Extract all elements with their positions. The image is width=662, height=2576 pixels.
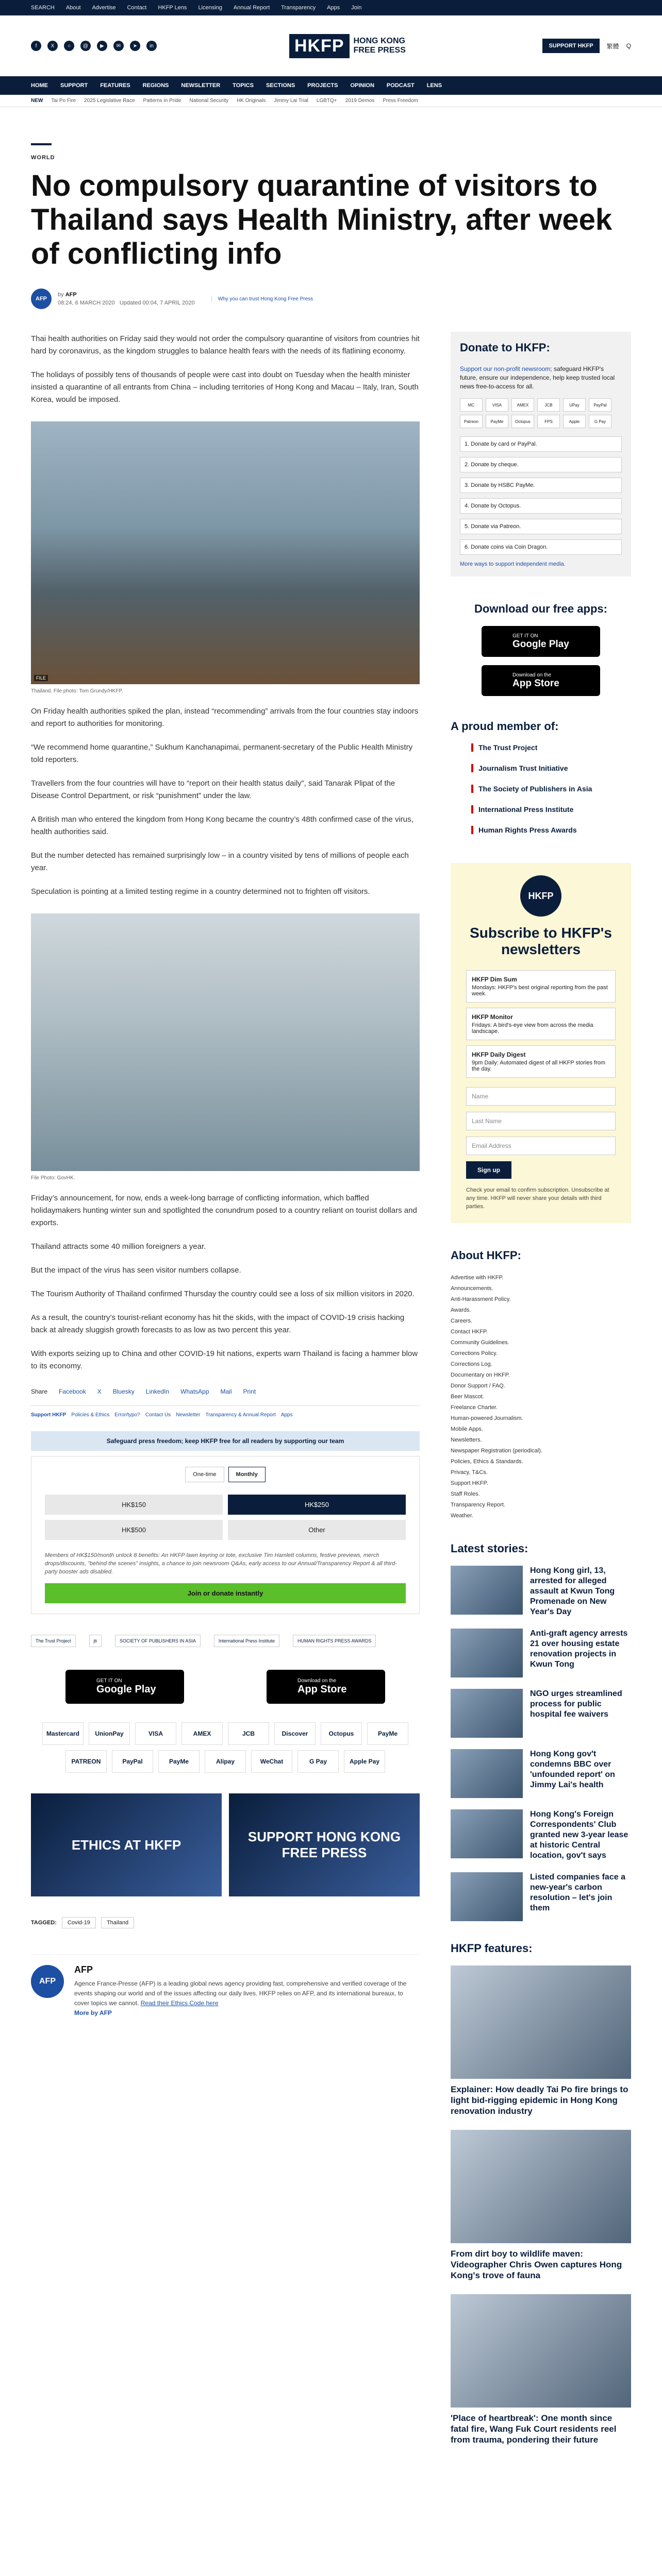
article-paragraph: Friday’s announcement, for now, ends a week-long barrage of conflicting information, which baffled holidaymakers hunting winter sun and spotlighted the conundrum posed to a country reliant on tourist dollars and exports. xyxy=(31,1194,417,1227)
donate-option[interactable]: 5. Donate via Patreon. xyxy=(460,519,622,534)
share-bluesky[interactable]: Bluesky xyxy=(112,1388,135,1395)
latest-story[interactable] xyxy=(451,1872,631,1921)
masthead xyxy=(0,15,662,76)
trending-link[interactable]: Tai Po Fire xyxy=(51,98,76,104)
card-logo: G Pay xyxy=(589,415,611,428)
trending-link[interactable]: 2019 Demos xyxy=(345,98,375,104)
amount-option-selected[interactable]: HK$250 xyxy=(228,1495,406,1515)
masthead-actions xyxy=(542,39,631,53)
feature-thumbnail xyxy=(451,2130,631,2243)
story-title[interactable]: Hong Kong's Foreign Correspondents' Club granted new 3-year lease at historic Central location, gov't says xyxy=(530,1810,628,1860)
payment-logo: UnionPay xyxy=(89,1722,130,1745)
about-title: About HKFP: xyxy=(451,1249,521,1262)
telegram-icon[interactable]: ➤ xyxy=(130,41,140,51)
about-link[interactable]: Advertise with HKFP. xyxy=(451,1275,504,1281)
payment-logo: VISA xyxy=(135,1722,176,1745)
app-store-badge[interactable] xyxy=(267,1670,385,1704)
about-link[interactable]: Documentary on HKFP. xyxy=(451,1372,510,1378)
footer-link[interactable]: Contact Us xyxy=(145,1412,171,1418)
about-link[interactable]: Staff Roles. xyxy=(451,1491,480,1497)
share-bar xyxy=(31,1388,420,1395)
amount-option[interactable]: HK$500 xyxy=(45,1520,223,1540)
card-logo: Octopus xyxy=(511,415,534,428)
email-field[interactable]: Email Address xyxy=(466,1137,616,1155)
share-print[interactable]: Print xyxy=(243,1388,256,1395)
about-link[interactable]: Careers. xyxy=(451,1318,473,1324)
amount-option[interactable]: HK$150 xyxy=(45,1495,223,1515)
article-paragraph: But the impact of the virus has seen visitor numbers collapse. xyxy=(31,1266,241,1275)
member-logo[interactable]: jti xyxy=(89,1635,102,1647)
topbar-advertise[interactable]: Advertise xyxy=(92,5,116,11)
features-title: HKFP features: xyxy=(451,1942,533,1955)
newsletter-title: Subscribe to HKFP's newsletters xyxy=(470,925,612,957)
article-title: No compulsory quarantine of visitors to Thailand says Health Ministry, after week of conflicting info xyxy=(31,169,613,270)
about-link[interactable]: Announcements. xyxy=(451,1285,493,1292)
card-logo: FPS xyxy=(537,415,560,428)
newsletter-option-name: HKFP Monitor xyxy=(472,1013,513,1021)
language-switch[interactable]: 繁體 xyxy=(606,42,619,50)
about-link[interactable]: Corrections Log. xyxy=(451,1361,492,1367)
badge-small-text: GET IT ON xyxy=(96,1678,122,1684)
newsletter-signup xyxy=(451,863,631,1223)
nav-regions[interactable]: REGIONS xyxy=(142,82,169,89)
newsletter-option[interactable] xyxy=(466,1045,616,1078)
author-bio xyxy=(74,1965,420,2018)
footer-link[interactable]: Policies & Ethics xyxy=(71,1412,110,1418)
proud-member-title: A proud member of: xyxy=(451,720,559,733)
about-link[interactable]: Policies, Ethics & Standards. xyxy=(451,1459,523,1465)
article-header xyxy=(0,107,662,321)
latest-story[interactable] xyxy=(451,1689,631,1738)
newsletter-option[interactable] xyxy=(466,1008,616,1040)
donate-intro xyxy=(460,365,622,391)
feature-thumbnail xyxy=(451,2294,631,2408)
topbar-apps[interactable]: Apps xyxy=(327,5,340,11)
donate-option[interactable]: 1. Donate by card or PayPal. xyxy=(460,436,622,452)
badge-small-text: Download on the xyxy=(297,1678,337,1684)
card-logo: UPay xyxy=(563,398,586,412)
donate-panel xyxy=(451,332,631,577)
ethics-code-link[interactable]: Read their Ethics Code here xyxy=(140,1999,219,2007)
support-hkfp-button[interactable]: SUPPORT HKFP xyxy=(542,39,599,53)
card-logo: JCB xyxy=(537,398,560,412)
story-thumbnail xyxy=(451,1872,523,1921)
about-link[interactable]: Support HKFP. xyxy=(451,1480,488,1486)
footer-link[interactable]: Support HKFP xyxy=(31,1412,67,1418)
apps-title: Download our free apps: xyxy=(474,602,607,615)
nav-sections[interactable]: SECTIONS xyxy=(266,82,295,89)
about-link[interactable]: Freelance Charter. xyxy=(451,1404,498,1411)
sign-up-button[interactable]: Sign up xyxy=(466,1161,511,1179)
story-thumbnail xyxy=(451,1809,523,1858)
badge-small-text: Download on the xyxy=(512,672,552,678)
first-name-field[interactable]: Name xyxy=(466,1087,616,1106)
member-logo[interactable]: International Press Institute xyxy=(214,1635,279,1647)
photo-caption: File Photo: GovHK. xyxy=(31,1175,75,1181)
nav-features[interactable]: FEATURES xyxy=(100,82,130,89)
about-link[interactable]: Newspaper Registration (periodical). xyxy=(451,1448,542,1454)
latest-story[interactable] xyxy=(451,1566,631,1617)
nav-newsletter[interactable]: NEWSLETTER xyxy=(181,82,221,89)
latest-story[interactable] xyxy=(451,1809,631,1861)
about-link[interactable]: Human-powered Journalism. xyxy=(451,1415,523,1421)
topbar-search[interactable]: SEARCH xyxy=(31,5,55,11)
author-box xyxy=(31,1954,420,2018)
badge-big-text: Google Play xyxy=(96,1684,156,1695)
badge-small-text: GET IT ON xyxy=(512,633,538,639)
card-logo: AMEX xyxy=(511,398,534,412)
facebook-icon[interactable]: f xyxy=(31,41,41,51)
tag-link[interactable]: Thailand xyxy=(101,1917,134,1928)
proud-member-logos xyxy=(451,743,631,834)
donate-option[interactable]: 6. Donate coins via Coin Dragon. xyxy=(460,539,622,555)
linkedin-icon[interactable]: in xyxy=(146,41,157,51)
newsletter-badge: HKFP xyxy=(520,875,561,917)
newsletter-fine-print: Check your email to confirm subscription. Unsubscribe at any time. HKFP will never share your details with third parties. xyxy=(466,1187,609,1210)
card-logo: Patreon xyxy=(460,415,483,428)
about-link[interactable]: Awards. xyxy=(451,1307,471,1313)
story-title[interactable]: Anti-graft agency arrests 21 over housing estate renovation projects in Kwun Tong xyxy=(530,1629,628,1669)
nav-projects[interactable]: PROJECTS xyxy=(307,82,338,89)
payment-logo: Octopus xyxy=(321,1722,362,1745)
about-link[interactable]: Community Guidelines. xyxy=(451,1340,509,1346)
footer-link[interactable]: Error/typo? xyxy=(114,1412,140,1418)
payment-logo: Alipay xyxy=(205,1750,246,1773)
donate-card-logos xyxy=(460,398,622,428)
nav-opinion[interactable]: OPINION xyxy=(350,82,374,89)
video-ethics[interactable]: ETHICS AT HKFP xyxy=(31,1793,222,1896)
byline xyxy=(31,289,631,321)
payment-logo: AMEX xyxy=(181,1722,223,1745)
sidebar xyxy=(451,321,631,2459)
google-play-badge[interactable] xyxy=(65,1670,184,1704)
freq-monthly[interactable]: Monthly xyxy=(228,1467,266,1482)
member-logo[interactable]: HUMAN RIGHTS PRESS AWARDS xyxy=(293,1635,376,1647)
latest-story[interactable] xyxy=(451,1629,631,1677)
about-link[interactable]: Mobile Apps. xyxy=(451,1426,483,1432)
donate-options xyxy=(460,436,622,555)
nav-home[interactable]: HOME xyxy=(31,82,48,89)
about-link[interactable]: Privacy, T&Cs. xyxy=(451,1469,488,1476)
latest-title: Latest stories: xyxy=(451,1542,528,1555)
payment-logo: PayMe xyxy=(158,1750,200,1773)
newsletter-option-name: HKFP Daily Digest xyxy=(472,1051,526,1058)
share-whatsapp[interactable]: WhatsApp xyxy=(180,1388,209,1395)
story-thumbnail xyxy=(451,1689,523,1738)
about-link[interactable]: Beer Mascot. xyxy=(451,1394,484,1400)
trending-link[interactable]: Patterns in Pride xyxy=(143,98,181,104)
trending-link[interactable]: Press Freedom xyxy=(383,98,418,104)
share-mail[interactable]: Mail xyxy=(220,1388,232,1395)
byline-meta xyxy=(58,291,195,307)
video-support[interactable]: SUPPORT HONG KONG FREE PRESS xyxy=(229,1793,420,1896)
topbar-about[interactable]: About xyxy=(65,5,81,11)
topbar-annual-report[interactable]: Annual Report xyxy=(233,5,270,11)
payment-logo: PayPal xyxy=(112,1750,153,1773)
newsletter-option-desc: Fridays: A bird's-eye view from across the media landscape. xyxy=(472,1022,593,1035)
more-ways-link[interactable]: More ways to support independent media. xyxy=(460,561,566,567)
trending-link[interactable]: 2025 Legislative Race xyxy=(84,98,135,104)
payment-logo: WeChat xyxy=(251,1750,292,1773)
author-box-name[interactable]: AFP xyxy=(74,1964,93,1975)
member-org[interactable]: Human Rights Press Awards xyxy=(471,826,610,834)
badge-big-text: Google Play xyxy=(512,638,569,650)
amount-option[interactable]: Other xyxy=(228,1520,406,1540)
card-logo: VISA xyxy=(486,398,508,412)
article-paragraph: A British man who entered the kingdom from Hong Kong became the country’s 48th confirmed case of the virus, health authorities said. xyxy=(31,815,413,836)
app-store-badges xyxy=(31,1670,420,1704)
article-paragraph: With exports seizing up to China and other COVID-19 hit nations, experts warn Thailand is facing a hammer blow to its economy. xyxy=(31,1349,418,1370)
topbar-licensing[interactable]: Licensing xyxy=(198,5,222,11)
newsletter-option-desc: Mondays: HKFP's best original reporting from the past week. xyxy=(472,985,608,997)
feature-title[interactable]: 'Place of heartbreak': One month since fatal fire, Wang Fuk Court residents reel from trauma, pondering their future xyxy=(451,2413,617,2445)
footer-link[interactable]: Newsletter xyxy=(176,1412,201,1418)
payment-logo: Mastercard xyxy=(42,1722,84,1745)
feature-title[interactable]: From dirt boy to wildlife maven: Videographer Chris Owen captures Hong Kong's trove of fauna xyxy=(451,2249,622,2280)
content-layout xyxy=(0,321,662,2459)
share-label: Share xyxy=(31,1388,48,1395)
article-photo-boat xyxy=(31,421,420,684)
email-icon[interactable]: ✉ xyxy=(113,41,124,51)
newsletter-option-desc: 9pm Daily: Automated digest of all HKFP stories from the day. xyxy=(472,1060,606,1072)
nav-podcast[interactable]: PODCAST xyxy=(386,82,415,89)
card-logo: PayPal xyxy=(589,398,611,412)
feature-thumbnail xyxy=(451,1965,631,2079)
article-paragraph: Thai health authorities on Friday said they would not order the compulsory quarantine of visitors from countries hit hard by coronavirus, as the kingdom struggles to balance health fears with the needs of its flatlining economy. xyxy=(31,334,420,355)
trending-link[interactable]: LGBTQ+ xyxy=(316,98,337,104)
donate-option[interactable]: 4. Donate by Octopus. xyxy=(460,498,622,514)
last-name-field[interactable]: Last Name xyxy=(466,1112,616,1130)
about-link[interactable]: Contact HKFP. xyxy=(451,1329,488,1335)
article-paragraph: As a result, the country’s tourist-reliant economy has hit the skids, with the impact of COVID-19 crisis hacking back at already sluggish growth forecasts to as low as two percent this year. xyxy=(31,1313,405,1334)
member-org[interactable]: Journalism Trust Initiative xyxy=(471,764,610,772)
member-logo[interactable]: SOCIETY OF PUBLISHERS IN ASIA xyxy=(115,1635,201,1647)
donate-intro-link[interactable]: Support our non-profit newsroom; xyxy=(460,365,552,372)
newsletter-option[interactable] xyxy=(466,970,616,1003)
threads-icon[interactable]: @ xyxy=(80,41,91,51)
payment-logo: Discover xyxy=(274,1722,316,1745)
payment-logo: G Pay xyxy=(297,1750,339,1773)
top-utility-bar xyxy=(0,0,662,15)
trending-link[interactable]: Jimmy Lai Trial xyxy=(274,98,308,104)
story-thumbnail xyxy=(451,1629,523,1677)
tagged-label: TAGGED: xyxy=(31,1920,57,1926)
payment-methods xyxy=(31,1722,420,1773)
feature-story[interactable] xyxy=(451,1965,631,2116)
article-paragraph: Speculation is pointing at a limited testing regime in a country determined not to frighten off visitors. xyxy=(31,887,370,896)
topbar-lens[interactable]: HKFP Lens xyxy=(158,5,187,11)
instagram-icon[interactable]: ○ xyxy=(64,41,74,51)
card-logo: PayMe xyxy=(486,415,508,428)
story-title[interactable]: Hong Kong girl, 13, arrested for alleged assault at Kwun Tong Promenade on New Year's Day xyxy=(530,1566,615,1616)
category-rule xyxy=(31,143,52,145)
share-facebook[interactable]: Facebook xyxy=(59,1388,86,1395)
topbar-transparency[interactable]: Transparency xyxy=(281,5,316,11)
about-link[interactable]: Corrections Policy. xyxy=(451,1350,498,1357)
author-avatar[interactable]: AFP xyxy=(31,289,52,309)
story-title[interactable]: Hong Kong gov't condemns BBC over 'unfounded report' on Jimmy Lai's health xyxy=(530,1750,615,1789)
donate-submit-button[interactable]: Join or donate instantly xyxy=(45,1583,406,1603)
donate-amounts xyxy=(45,1495,406,1540)
topbar-join[interactable]: Join xyxy=(351,5,362,11)
trust-link[interactable]: Why you can trust Hong Kong Free Press xyxy=(211,296,313,302)
member-org[interactable]: The Society of Publishers in Asia xyxy=(471,785,610,793)
x-icon[interactable]: X xyxy=(47,41,58,51)
about-link[interactable]: Anti-Harassment Policy. xyxy=(451,1296,511,1302)
article-tags xyxy=(31,1917,420,1928)
nav-support[interactable]: SUPPORT xyxy=(60,82,88,89)
article-category[interactable]: WORLD xyxy=(31,155,55,161)
donate-banner: Safeguard press freedom; keep HKFP free for all readers by supporting our team xyxy=(31,1431,420,1451)
payment-logo: Apple Pay xyxy=(344,1750,385,1773)
sidebar-google-play-badge[interactable] xyxy=(482,626,600,657)
feature-story[interactable] xyxy=(451,2130,631,2281)
social-links xyxy=(31,41,157,51)
badge-big-text: App Store xyxy=(297,1684,347,1695)
newsletter-option-name: HKFP Dim Sum xyxy=(472,976,517,983)
nav-topics[interactable]: TOPICS xyxy=(233,82,254,89)
site-logo[interactable] xyxy=(289,34,410,58)
logo-box: HKFP xyxy=(289,34,350,58)
article-photo-screening xyxy=(31,913,420,1171)
card-logo: Apple xyxy=(563,415,586,428)
story-title[interactable]: Listed companies face a new-year's carbon resolution – let's join them xyxy=(530,1873,625,1912)
more-by-author-link[interactable]: More by AFP xyxy=(74,2009,112,2016)
story-thumbnail xyxy=(451,1749,523,1798)
youtube-icon[interactable]: ▶ xyxy=(97,41,107,51)
article-footer-links xyxy=(31,1405,420,1418)
sidebar-app-store-badge[interactable] xyxy=(482,665,600,696)
feature-title[interactable]: Explainer: How deadly Tai Po fire brings to light bid-rigging epidemic in Hong Kong renovation industry xyxy=(451,2084,628,2116)
member-org[interactable]: The Trust Project xyxy=(471,743,610,752)
member-org[interactable]: International Press Institute xyxy=(471,805,610,814)
member-benefits-note: Members of HK$150/month unlock 8 benefits: An HKFP lawn keyring or tote, exclusive Tim Hamlett columns, festive previews, merch drops/discounts, "behind the scenes" insights, a chance to join newsroom Q&As, early access to our Annual/Transparency Report & all third-party booster ads disabled. xyxy=(45,1552,397,1575)
freq-one-time[interactable]: One-time xyxy=(185,1467,224,1482)
photo-caption: Thailand. File photo: Tom Grundy/HKFP. xyxy=(31,688,123,694)
article-paragraph: On Friday health authorities spiked the plan, instead “recommending” arrivals from the four countries stay indoors and report to authorities for monitoring. xyxy=(31,707,419,728)
trending-nav xyxy=(0,95,662,107)
publish-date: 08:24, 6 MARCH 2020 xyxy=(58,300,115,306)
about-links xyxy=(451,1273,631,1521)
story-thumbnail xyxy=(451,1566,523,1615)
donate-frequency xyxy=(45,1467,406,1482)
footer-link[interactable]: Apps xyxy=(280,1412,293,1418)
updated-date: Updated 00:04, 7 APRIL 2020 xyxy=(119,300,195,306)
about-link[interactable]: Donor Support / FAQ. xyxy=(451,1383,505,1389)
payment-logo: JCB xyxy=(228,1722,269,1745)
story-title[interactable]: NGO urges streamlined process for public hospital fee waivers xyxy=(530,1689,622,1719)
latest-story[interactable] xyxy=(451,1749,631,1798)
nav-lens[interactable]: LENS xyxy=(426,82,442,89)
about-link[interactable]: Weather. xyxy=(451,1513,473,1519)
badge-big-text: App Store xyxy=(512,677,559,689)
payment-logo: PayMe xyxy=(367,1722,408,1745)
donate-option[interactable]: 2. Donate by cheque. xyxy=(460,457,622,472)
trending-link[interactable]: National Security xyxy=(189,98,229,104)
byline-by: by xyxy=(58,292,64,298)
donate-intro-text: safeguard HKFP's future, ensure our independence, help keep trusted local news free-to-access for all. xyxy=(460,365,615,390)
tag-link[interactable]: Covid-19 xyxy=(62,1917,96,1928)
author-bio-text: Agence France-Presse (AFP) is a leading global news agency providing fast, comprehensive and verified coverage of the events shaping our world and of the issues affecting our daily lives. HKFP relies on AFP, and its international bureaux, to cover topics we cannot. xyxy=(74,1980,407,2007)
article-body xyxy=(31,321,420,2459)
card-logo: MC xyxy=(460,398,483,412)
about-link[interactable]: Transparency Report. xyxy=(451,1502,505,1508)
share-linkedin[interactable]: LinkedIn xyxy=(145,1388,170,1395)
member-logos xyxy=(31,1635,420,1647)
share-x[interactable]: X xyxy=(97,1388,102,1395)
main-nav xyxy=(0,76,662,95)
article-paragraph: Thailand attracts some 40 million foreigners a year. xyxy=(31,1242,206,1251)
article-paragraph: The Tourism Authority of Thailand confirmed Thursday the country could see a loss of six million visitors in 2020. xyxy=(31,1290,415,1298)
donate-option[interactable]: 3. Donate by HSBC PayMe. xyxy=(460,478,622,493)
logo-text: HONG KONG FREE PRESS xyxy=(353,37,406,55)
photo-credit: FILE xyxy=(34,675,48,681)
trending-link[interactable]: HK Originals xyxy=(237,98,266,104)
article-paragraph: But the number detected has remained surprisingly low – in a country visited by tens of millions of people each year. xyxy=(31,851,409,872)
article-paragraph: Travellers from the four countries will have to “report on their health status daily”, said Tanarak Plipat of the Disease Control Department, or risk “punishment” under the law. xyxy=(31,779,395,800)
footer-link[interactable]: Transparency & Annual Report xyxy=(205,1412,276,1418)
donate-title: Donate to HKFP: xyxy=(460,341,550,354)
topbar-contact[interactable]: Contact xyxy=(127,5,147,11)
feature-story[interactable] xyxy=(451,2294,631,2445)
byline-author[interactable]: AFP xyxy=(65,292,77,298)
search-icon[interactable]: Q xyxy=(626,42,631,49)
payment-logo: PATREON xyxy=(65,1750,107,1773)
article-paragraph: The holidays of possibly tens of thousands of people were cast into doubt on Tuesday when the health minister insisted a quarantine of all entrants from China – including territories of Hong Kong and Macau – Italy, Iran, South Korea, would be imposed. xyxy=(31,370,419,404)
donate-widget xyxy=(31,1456,420,1614)
author-box-avatar[interactable]: AFP xyxy=(31,1965,64,1998)
member-logo[interactable]: The Trust Project xyxy=(31,1635,76,1647)
article-paragraph: “We recommend home quarantine,” Sukhum Kanchanapimai, permanent-secretary of the Public Health Ministry told reporters. xyxy=(31,743,413,764)
about-link[interactable]: Newsletters. xyxy=(451,1437,482,1443)
promo-videos xyxy=(31,1793,420,1896)
new-label: NEW xyxy=(31,98,43,104)
